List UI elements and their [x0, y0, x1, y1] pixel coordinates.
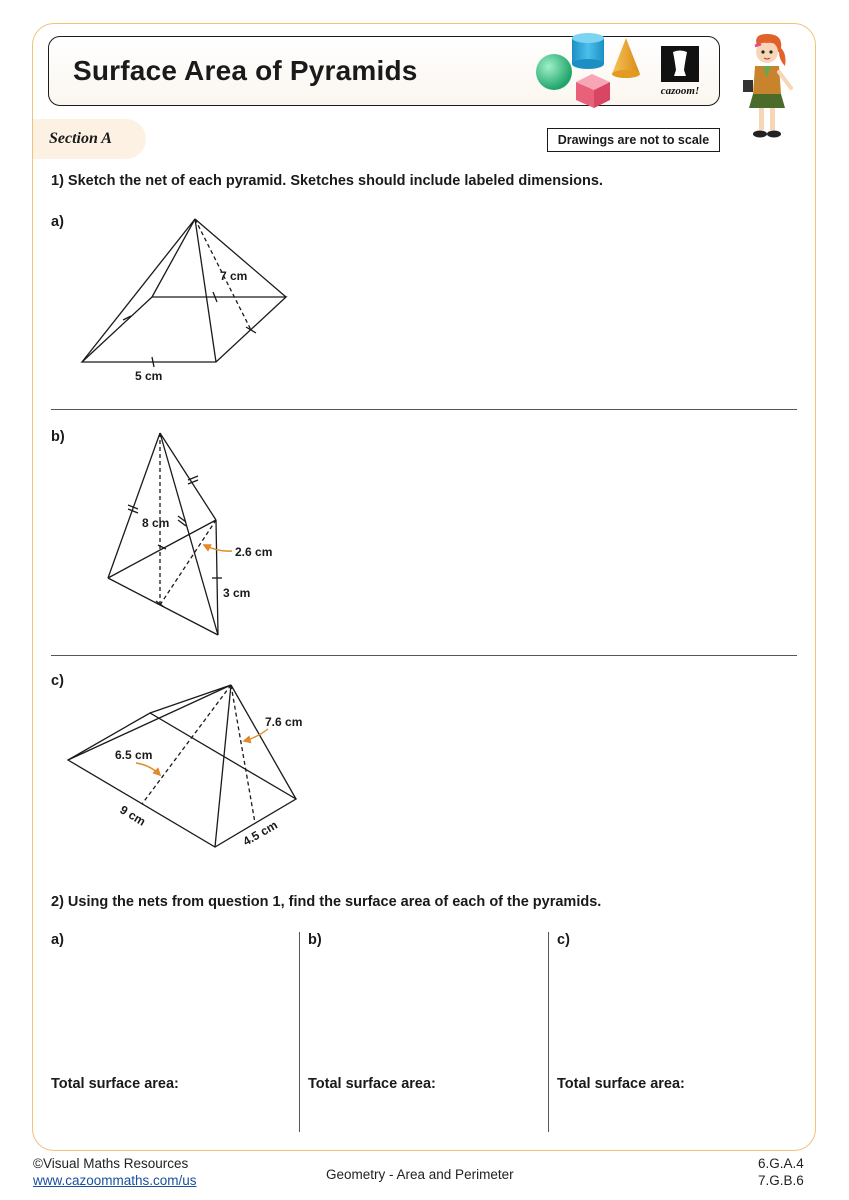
- dim-label: 8 cm: [142, 516, 170, 530]
- question-2-text: 2) Using the nets from question 1, find the surface area of each of the pyramids.: [51, 894, 602, 910]
- total-surface-area-label-c: Total surface area:: [557, 1076, 685, 1092]
- dim-label: 9 cm: [117, 802, 149, 829]
- q1-part-b-label: b): [51, 429, 65, 445]
- q2-part-b-label: b): [308, 932, 322, 948]
- scale-note: Drawings are not to scale: [547, 128, 720, 152]
- column-divider: [299, 932, 300, 1132]
- dim-label: 7 cm: [220, 269, 248, 283]
- q1-part-c-label: c): [51, 673, 64, 689]
- dim-label: 2.6 cm: [235, 545, 273, 559]
- footer-topic: Geometry - Area and Perimeter: [326, 1167, 514, 1182]
- pyramid-c: [68, 685, 296, 847]
- footer-standard: 7.G.B.6: [758, 1173, 804, 1188]
- dim-label: 7.6 cm: [265, 715, 303, 729]
- dim-label: 6.5 cm: [115, 748, 153, 762]
- footer-url-link[interactable]: www.cazoommaths.com/us: [33, 1173, 197, 1188]
- pyramid-a: [82, 219, 286, 367]
- footer-copyright: ©Visual Maths Resources: [33, 1156, 189, 1171]
- footer-standard: 6.G.A.4: [758, 1156, 804, 1171]
- q2-part-c-label: c): [557, 932, 570, 948]
- total-surface-area-label-b: Total surface area:: [308, 1076, 436, 1092]
- page-title: Surface Area of Pyramids: [73, 55, 418, 86]
- pyramid-b: [108, 433, 222, 635]
- section-label: Section A: [49, 130, 112, 147]
- column-divider: [548, 932, 549, 1132]
- q1-part-a-label: a): [51, 214, 64, 230]
- dim-label: 4.5 cm: [240, 817, 280, 849]
- logo-text: cazoom!: [660, 85, 700, 97]
- question-1-text: 1) Sketch the net of each pyramid. Sketches should include labeled dimensions.: [51, 173, 603, 189]
- q2-part-a-label: a): [51, 932, 64, 948]
- dim-label: 5 cm: [135, 369, 163, 383]
- dim-label: 3 cm: [223, 586, 251, 600]
- total-surface-area-label-a: Total surface area:: [51, 1076, 179, 1092]
